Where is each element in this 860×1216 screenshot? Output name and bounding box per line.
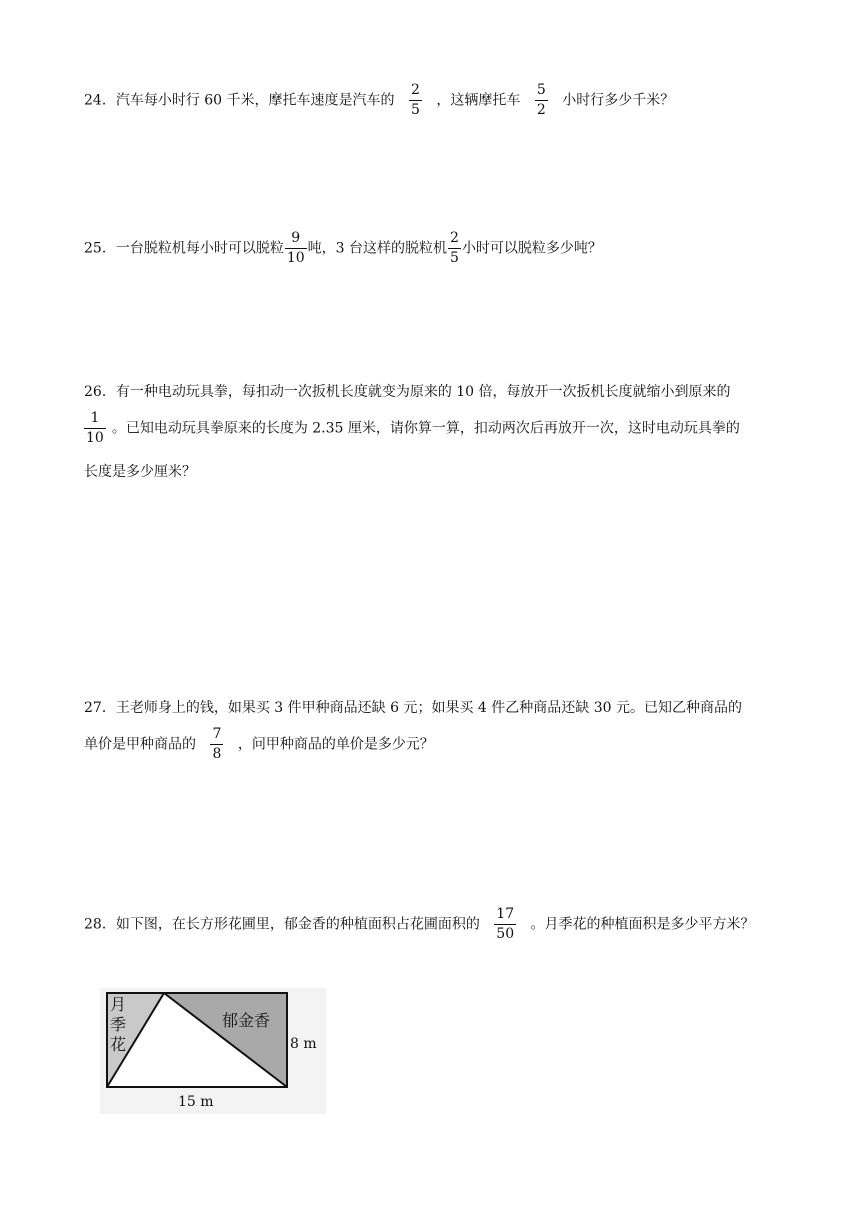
question-number: 24． xyxy=(84,92,116,109)
fraction: $\frac{9}{10}$ xyxy=(286,230,305,266)
question-24 xyxy=(84,82,812,126)
question-text: 。已知电动玩具拳原来的长度为 2.35 厘米，请你算一算，扣动两次后再放开一次，这时电动玩具拳的 xyxy=(111,420,740,437)
question-number: 27． xyxy=(84,700,116,716)
question-text: 一台脱粒机每小时可以脱粒 xyxy=(115,240,284,257)
question-number: 25． xyxy=(84,240,116,257)
question-text: ，这辆摩托车 xyxy=(436,92,521,109)
fraction: $\frac{2}{5}$ xyxy=(411,82,420,118)
question-text: ，问甲种商品的单价是多少元？ xyxy=(237,736,434,753)
question-text: 小时可以脱粒多少吨？ xyxy=(461,240,602,257)
fraction: $\frac{5}{2}$ xyxy=(536,82,546,118)
rose-label-2: 季 xyxy=(110,1015,127,1034)
width-label: 15 m xyxy=(178,1094,214,1110)
question-number: 28． xyxy=(84,916,116,933)
height-label: 8 m xyxy=(290,1036,317,1052)
rose-label-3: 花 xyxy=(110,1035,127,1054)
question-text-line-2 xyxy=(84,726,434,763)
question-text: 如下图，在长方形花圃里，郁金香的种植面积占花圃面积的 xyxy=(115,916,480,933)
fraction: $\frac{7}{8}$ xyxy=(212,726,222,762)
question-27 xyxy=(84,698,812,770)
question-25 xyxy=(84,230,812,274)
question-number: 26． xyxy=(84,384,116,400)
question-text: 吨，3 台这样的脱粒机 xyxy=(307,240,448,257)
flowerbed-diagram xyxy=(100,988,326,1114)
fraction: $\frac{2}{5}$ xyxy=(450,230,459,266)
question-text-line-3 xyxy=(84,462,196,482)
question-text: 汽车每小时行 60 千米，摩托车速度是汽车的 xyxy=(115,92,395,109)
fraction: $\frac{17}{50}$ xyxy=(496,906,515,942)
fraction: $\frac{1}{10}$ xyxy=(86,410,104,446)
question-text: 小时行多少千米？ xyxy=(562,92,675,109)
tulip-label: 郁金香 xyxy=(222,1011,271,1030)
question-text-line-1 xyxy=(84,382,731,402)
question-text-line-1 xyxy=(84,698,742,718)
rose-label-1: 月 xyxy=(110,995,127,1014)
question-26 xyxy=(84,382,812,482)
question-text: 王老师身上的钱，如果买 3 件甲种商品还缺 6 元；如果买 4 件乙种商品还缺 30 元。已知乙种商品的 xyxy=(115,700,742,716)
question-text: 。月季花的种植面积是多少平方米？ xyxy=(530,916,755,933)
question-text: 有一种电动玩具拳，每扣动一次扳机长度就变为原来的 10 倍，每放开一次扳机长度就缩小到原来的 xyxy=(115,384,731,400)
question-text-line-2 xyxy=(84,410,740,447)
question-text: 单价是甲种商品的 xyxy=(84,736,196,753)
flowerbed-figure xyxy=(100,988,326,1118)
question-28 xyxy=(84,906,812,950)
question-text: 长度是多少厘米？ xyxy=(84,464,196,480)
